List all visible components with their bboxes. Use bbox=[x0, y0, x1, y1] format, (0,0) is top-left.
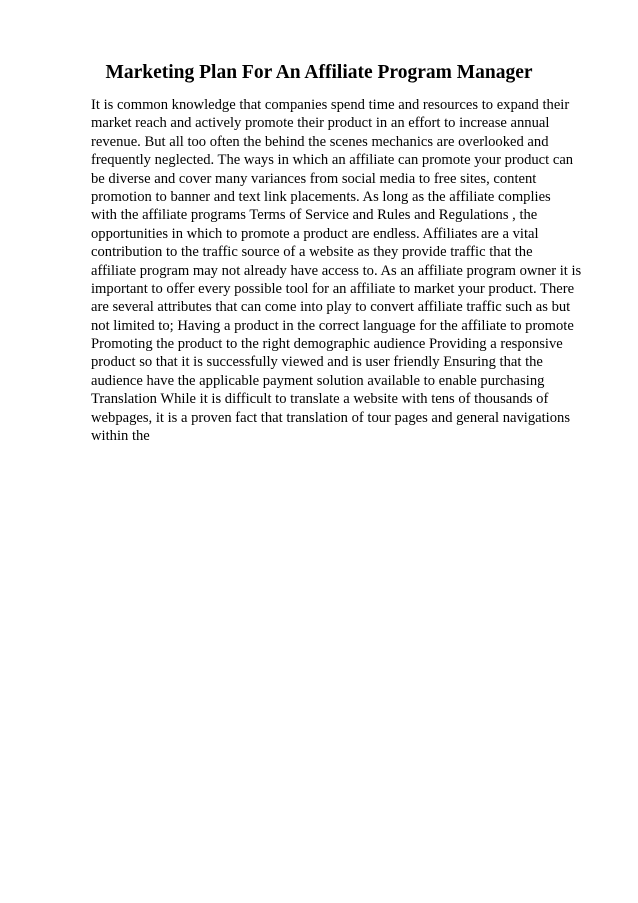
body-line: frequently neglected. The ways in which an affiliate can promote your product can bbox=[91, 152, 574, 169]
body-line: audience have the applicable payment solution available to enable purchasing bbox=[91, 372, 545, 389]
body-line: contribution to the traffic source of a website as they provide traffic that the bbox=[91, 244, 533, 261]
document-body bbox=[91, 96, 591, 445]
body-line: with the affiliate programs Terms of Service and Rules and Regulations , the bbox=[91, 207, 538, 224]
body-line: important to offer every possible tool for an affiliate to market your product. There bbox=[91, 280, 575, 297]
body-line: are several attributes that can come into play to convert affiliate traffic such as but bbox=[91, 299, 571, 316]
body-line: Translation While it is difficult to translate a website with tens of thousands of bbox=[91, 391, 549, 408]
body-line: be diverse and cover many variances from social media to free sites, content bbox=[91, 170, 537, 187]
body-line: not limited to; Having a product in the correct language for the affiliate to promote bbox=[91, 317, 574, 334]
body-line: affiliate program may not already have access to. As an affiliate program owner it is bbox=[91, 262, 582, 279]
body-line: It is common knowledge that companies spend time and resources to expand their bbox=[91, 97, 570, 113]
body-line: promotion to banner and text link placements. As long as the affiliate complies bbox=[91, 188, 551, 205]
body-line: market reach and actively promote their product in an effort to increase annual bbox=[91, 115, 550, 132]
body-line: opportunities in which to promote a product are endless. Affiliates are a vital bbox=[91, 225, 539, 242]
body-line: within the bbox=[91, 428, 150, 445]
document-title: Marketing Plan For An Affiliate Program Manager bbox=[105, 62, 533, 83]
body-line: revenue. But all too often the behind the scenes mechanics are overlooked and bbox=[91, 133, 549, 150]
body-line: webpages, it is a proven fact that translation of tour pages and general navigations bbox=[91, 409, 571, 426]
body-line: product so that it is successfully viewed and is user friendly Ensuring that the bbox=[91, 354, 543, 371]
body-line: Promoting the product to the right demographic audience Providing a responsive bbox=[91, 336, 563, 353]
